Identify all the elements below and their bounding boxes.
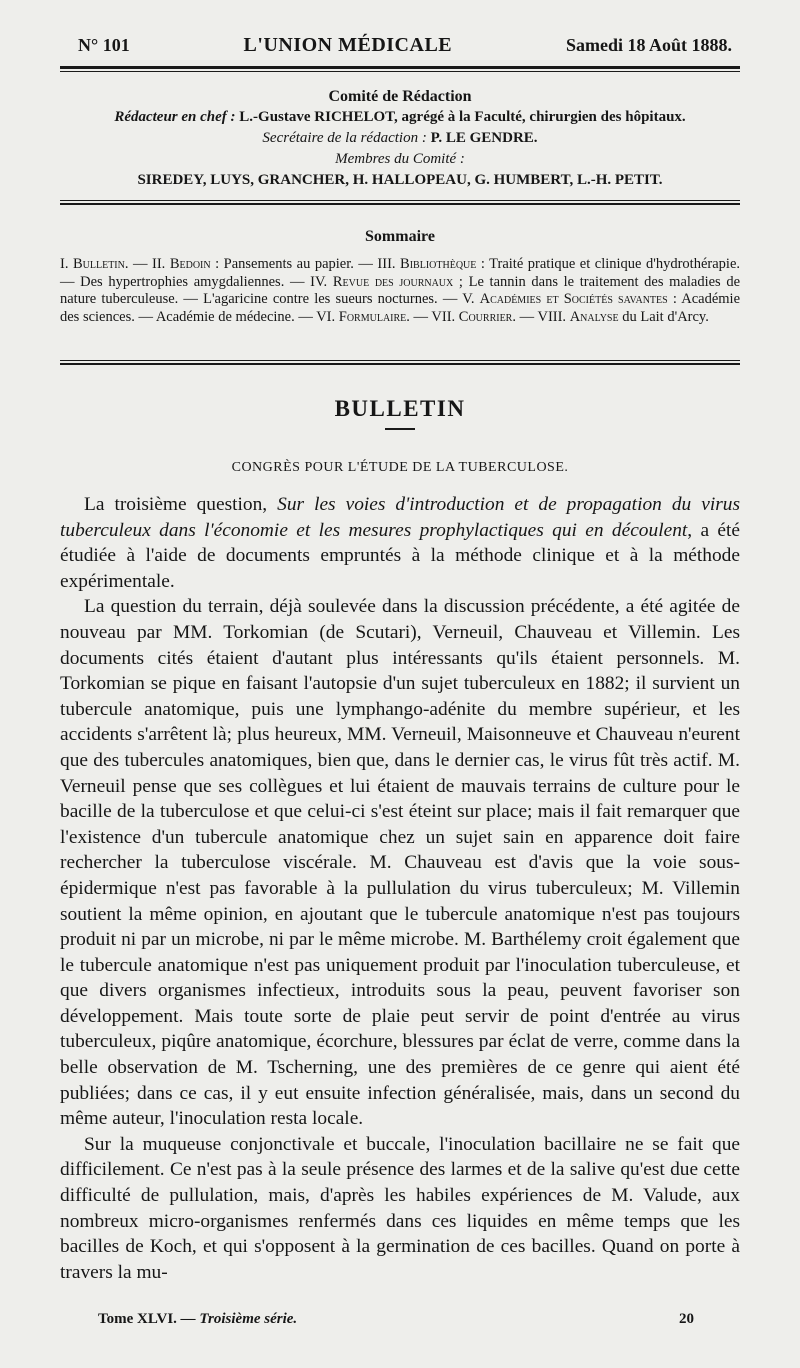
- committee-title: Comité de Rédaction: [328, 88, 472, 105]
- editorial-committee: [60, 86, 740, 191]
- toc-item: — III. Bibliothèque : Traité pratique et clinique d'hydrothérapie. — Des hypertrophies amygdaliennes.: [60, 256, 741, 290]
- secretary-label: Secrétaire de la rédaction :: [262, 130, 427, 146]
- volume-info: Tome XLVI. — Troisième série.: [98, 1311, 298, 1327]
- paragraph: La question du terrain, déjà soulevée dans la discussion précédente, a été agitée de nouveau par MM. Torkomian (de Scutari), Verneuil, Chauveau et Villemin. Les documents cités étaient d'autant plus intéressants qu'ils étaient personnels. M. Torkomian se pique en faisant l'autopsie d'un sujet tuberculeux en 1882; il survient un tubercule anatomique, puis une lymphango-adénite du membre supérieur, et les accidents s'arrêtent là; plus heureux, MM. Verneuil, Maisonneuve et Chauveau n'eurent que des tubercules anatomiques, bien que, dans le dernier cas, le virus fût très actif. M. Verneuil pense que ses collègues et lui étaient de mauvais terrains de culture pour le bacille de la tuberculose et que celui-ci s'est éteint sur place; mais il fait remarquer que l'existence d'un tubercule anatomique chez un sujet sain en apparence doit faire rechercher la tuberculose viscérale. M. Chauveau est d'avis que la voie sous-épidermique n'est pas favorable à la pullulation du virus tuberculeux; M. Villemin soutient la même opinion, en ajoutant que le tubercule anatomique n'est pas toujours produit ni par un microbe, ni par le même microbe. M. Barthélemy croit également que le tubercule anatomique n'est pas uniquement produit par l'inoculation tuberculeuse, et que divers organismes infectieux, introduits sous la peau, peuvent favoriser son développement. Mais toute sorte de plaie peut servir de point d'entrée au virus tuberculeux, piqûre anatomique, écorchure, blessures par éclat de verre, comme dans la belle observation de M. Tscherning, une des premières de ce genre qui aient été publiées; dans ce cas, il y eut ensuite infection généralisée, mais, dans un second du même auteur, l'inoculation resta locale.: [60, 596, 740, 1130]
- paragraph: Sur la muqueuse conjonctivale et buccale, l'inoculation bacillaire ne se fait que difficilement. Ce n'est pas à la seule présence des larmes et de la salive qu'est due cette difficulté de pullulation, mais, d'après les habiles expériences de M. Valude, aux nombreux micro-organismes renfermés dans ces liquides en même temps que les bacilles de Koch, et qui s'opposent à la germination de ces bacilles. Quand on porte à travers la mu-: [60, 1133, 740, 1283]
- toc-item: — VI. Formulaire.: [298, 308, 410, 325]
- article-body: [60, 492, 740, 1285]
- committee-rule: [60, 200, 740, 201]
- section-subtitle: CONGRÈS POUR L'ÉTUDE DE LA TUBERCULOSE.: [231, 460, 569, 475]
- header-rule: [60, 66, 740, 69]
- toc-item: — II. Bedoin : Pansements au papier.: [133, 256, 354, 272]
- sommaire-title: Sommaire: [365, 228, 435, 245]
- editor-line: [60, 107, 740, 128]
- editor-name: L.-Gustave RICHELOT, agrégé à la Faculté, chirurgien des hôpitaux.: [239, 109, 686, 125]
- members-label: Membres du Comité :: [335, 151, 465, 167]
- members-list: SIREDEY, LUYS, GRANCHER, H. HALLOPEAU, G. HUMBERT, L.-H. PETIT.: [137, 172, 663, 188]
- page-header: [78, 34, 732, 62]
- toc-item: — V. Académies et Sociétés savantes : Académie des sciences. — Académie de médecine.: [60, 291, 741, 325]
- editor-label: Rédacteur en chef :: [114, 109, 236, 125]
- bulletin-title: BULLETIN: [334, 396, 466, 421]
- committee-rule-thick: [60, 203, 740, 205]
- issue-date: Samedi 18 Août 1888.: [565, 35, 732, 55]
- table-of-contents: [60, 256, 740, 326]
- toc-item: — VII. Courrier.: [413, 308, 516, 325]
- toc-item: — VIII. Analyse du Lait d'Arcy.: [519, 308, 709, 325]
- toc-item: I. Bulletin.: [60, 256, 129, 272]
- issue-number: N° 101: [78, 35, 130, 55]
- sommaire-rule: [60, 360, 740, 361]
- page-footer: [98, 1311, 694, 1328]
- paragraph: La troisième question, Sur les voies d'introduction et de propagation du virus tuberculeux dans l'économie et les mesures prophylactiques qui en découlent, a été étudiée à l'aide de documents empruntés à la méthode clinique et à la méthode expérimentale.: [60, 494, 740, 592]
- toc-item: — IV. Revue des journaux ; Le tannin dans le traitement des maladies de nature tuberculeuse. — L'agaricine contre les sueurs nocturnes.: [60, 273, 741, 307]
- secretary-line: [60, 128, 740, 149]
- secretary-name: P. LE GENDRE.: [430, 130, 538, 146]
- title-dash: [385, 428, 415, 430]
- page-number: 20: [679, 1311, 694, 1327]
- sommaire-rule-thick: [60, 363, 740, 365]
- header-rule-thin: [60, 71, 740, 72]
- journal-title: L'UNION MÉDICALE: [243, 34, 453, 56]
